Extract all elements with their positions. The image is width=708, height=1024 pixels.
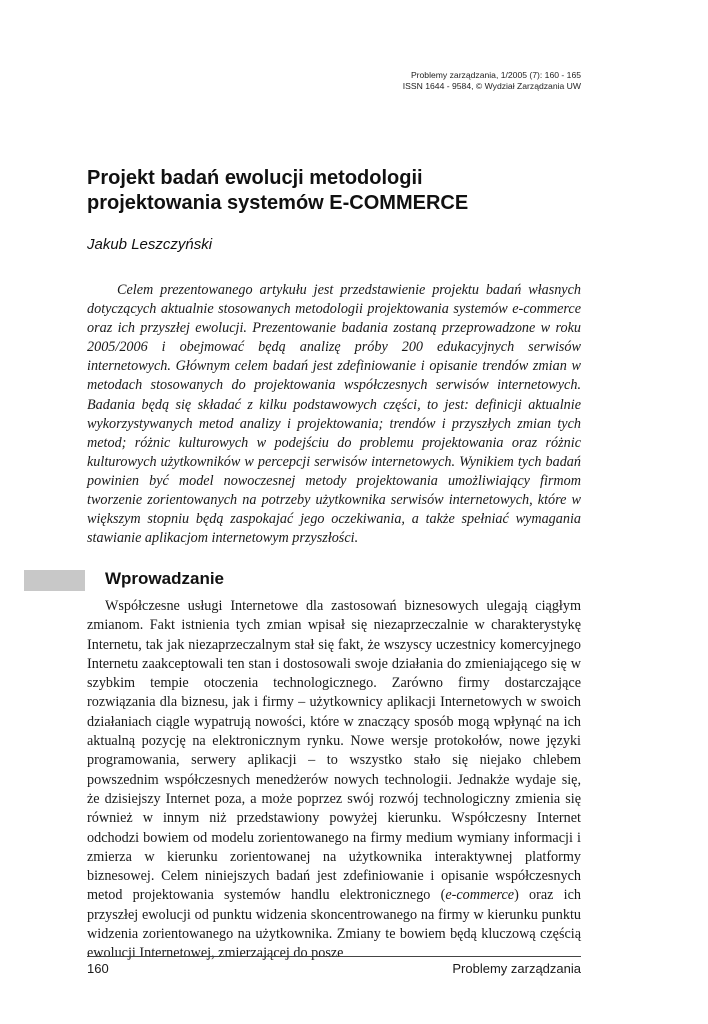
- title-line-2: projektowania systemów E-COMMERCE: [87, 192, 469, 214]
- article-title: [87, 166, 627, 216]
- body-emphasis: e-commerce: [445, 887, 515, 904]
- section-marker-bar: [24, 570, 85, 591]
- body-text-part-2: ) oraz ich przyszłej ewolucji od punktu widzenia skoncentrowanego na firmy w kierunku punktu widzenia zorientowanego na użytkownika. Zmiany te bowiem będą kluczową częścią ewolucji Internetowej, zmierzającej do posze: [87, 887, 581, 962]
- journal-header: [403, 70, 581, 92]
- abstract: Celem prezentowanego artykułu jest przedstawienie projektu badań własnych dotyczących aktualnie stosowanych metodologii projektowania systemów e-commerce oraz ich przyszłej ewolucji. Prezentowanie badania zostaną przeprowadzone w roku 2005/2006 i obejmować będą analizę próby 200 edukacyjnych serwisów internetowych. Głównym celem badań jest zdefiniowanie i opisanie trendów zmian w metodach stosowanych do projektowania współczesnych serwisów internetowych. Badania będą się składać z kilku podstawowych części, to jest: definicji aktualnie wykorzystywanych metod analizy i projektowania; trendów i przyszłych zmian tych metod; różnic kulturowych w podejściu do problemu projektowania oraz różnic kulturowych użytkowników w percepcji serwisów internetowych. Wynikiem tych badań powinien być model nowoczesnej metody projektowania umożliwiający firmom tworzenie zorientowanych na potrzeby użytkownika serwisów internetowych, które w większym stopniu będą zaspokajać jego oczekiwania, a także spełniać wymagania stawianie aplikacjom internetowym przyszłości.: [87, 282, 581, 547]
- footer-divider: [87, 956, 581, 957]
- footer-journal-name: Problemy zarządzania: [452, 961, 581, 976]
- body-text-part-1: Współczesne usługi Internetowe dla zastosowań biznesowych ulegają ciągłym zmianom. Fakt istnienia tych zmian wpisał się niezaprzeczalnie w charakterystykę Internetu, tak jak niezaprzeczalnym stał się fakt, że wszyscy uczestnicy komercyjnego Internetu zaakceptowali ten stan i dostosowali swoje działania do zmieniającego się w szybkim tempie otoczenia technologicznego. Zarówno firmy dostarczające rozwiązania dla biznesu, jak i firmy – użytkownicy aplikacji Internetowych w swoich działaniach ciągle wypatrują nowości, które w znaczący sposób mogą wpłynąć na ich aktualną pozycję na elektronicznym rynku. Nowe wersje protokołów, nowe języki programowania, serwery aplikacji – to wszystko stało się niejako chlebem powszednim współczesnych menedżerów nowych technologii. Jednakże wydaje się, że dzisiejszy Internet poza, a może poprzez swój rozwój technologiczny zmienia się również w innym niż przedstawiony powyżej kierunku. Współczesny Internet odchodzi bowiem od modelu zorientowanego na firmy medium wymiany informacji i zmierza w kierunku zorientowanej na użytkownika interaktywnej platformy biznesowej. Celem niniejszych badań jest zdefiniowanie i opisanie współczesnych metod projektowania systemów handlu elektronicznego (: [87, 598, 581, 904]
- body-paragraph: [87, 597, 581, 964]
- header-citation: Problemy zarządzania, 1/2005 (7): 160 - 165: [410, 70, 581, 80]
- header-issn: ISSN 1644 - 9584, © Wydział Zarządzania UW: [402, 81, 581, 91]
- author-name: Jakub Leszczyński: [87, 236, 213, 253]
- title-line-1: Projekt badań ewolucji metodologii: [87, 167, 423, 189]
- section-heading: Wprowadzanie: [105, 569, 225, 588]
- page-number: 160: [87, 961, 109, 976]
